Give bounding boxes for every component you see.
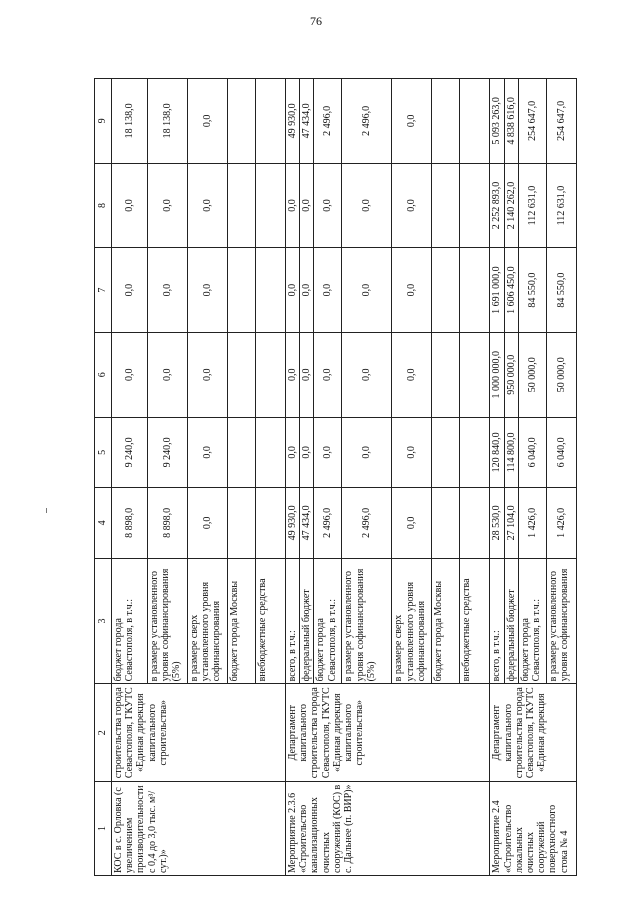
scan-speck [46, 508, 47, 513]
amount-cell: 950 000,0 [504, 332, 518, 417]
measure-name-cell: Мероприятие 2.3.6 «Строительство канализационных очистных сооружений (КОС) в с. Дальнее (п. ВИР)» [286, 781, 490, 875]
amount-cell: 1 000 000,0 [490, 332, 504, 417]
funding-source-cell: в размере установленного уровня софинансирования (5%) [148, 558, 188, 684]
funding-source-cell: бюджет города Севастополя, в т.ч.: [314, 558, 342, 684]
amount-cell: 84 550,0 [546, 248, 576, 333]
amount-cell: 0,0 [286, 417, 300, 488]
amount-cell: 0,0 [148, 332, 188, 417]
amount-cell: 9 240,0 [148, 417, 188, 488]
amount-cell [460, 332, 490, 417]
amount-cell: 0,0 [112, 332, 148, 417]
amount-cell: 2 496,0 [314, 79, 342, 164]
funding-source-cell: бюджет города Севастополя, в т.ч.: [518, 558, 546, 684]
funding-source-cell: всего, в т.ч.: [286, 558, 300, 684]
amount-cell: 0,0 [112, 248, 148, 333]
amount-cell: 49 930,0 [286, 488, 300, 559]
amount-cell: 0,0 [300, 332, 314, 417]
amount-cell [460, 163, 490, 248]
amount-cell: 0,0 [342, 332, 392, 417]
amount-cell [256, 79, 286, 164]
header-cell: 6 [95, 332, 112, 417]
table-row [112, 79, 148, 876]
funding-source-cell: федеральный бюджет [300, 558, 314, 684]
amount-cell: 0,0 [286, 163, 300, 248]
amount-cell: 0,0 [342, 248, 392, 333]
amount-cell [228, 488, 256, 559]
amount-cell: 0,0 [342, 417, 392, 488]
amount-cell [256, 332, 286, 417]
amount-cell: 27 104,0 [504, 488, 518, 559]
table-header-row [95, 79, 112, 876]
header-cell: 8 [95, 163, 112, 248]
header-cell: 5 [95, 417, 112, 488]
amount-cell: 254 647,0 [546, 79, 576, 164]
amount-cell: 0,0 [188, 79, 228, 164]
amount-cell: 8 898,0 [148, 488, 188, 559]
funding-source-cell: в размере сверх установленного уровня софинансирования [392, 558, 432, 684]
amount-cell: 1 426,0 [518, 488, 546, 559]
amount-cell: 2 496,0 [314, 488, 342, 559]
amount-cell: 0,0 [148, 248, 188, 333]
amount-cell: 18 138,0 [148, 79, 188, 164]
page-number: 76 [310, 14, 322, 28]
amount-cell: 0,0 [148, 163, 188, 248]
funding-source-cell: всего, в т.ч.: [490, 558, 504, 684]
table-row [490, 79, 504, 876]
amount-cell [460, 79, 490, 164]
amount-cell: 0,0 [392, 332, 432, 417]
amount-cell [256, 163, 286, 248]
amount-cell: 0,0 [392, 163, 432, 248]
amount-cell: 0,0 [392, 488, 432, 559]
amount-cell: 2 140 262,0 [504, 163, 518, 248]
amount-cell: 0,0 [300, 248, 314, 333]
amount-cell: 18 138,0 [112, 79, 148, 164]
amount-cell: 0,0 [342, 163, 392, 248]
amount-cell: 2 252 893,0 [490, 163, 504, 248]
amount-cell: 0,0 [392, 417, 432, 488]
amount-cell: 0,0 [286, 248, 300, 333]
table-body [112, 79, 577, 876]
amount-cell [432, 248, 460, 333]
executor-cell: строительства города Севастополя, ГКУТС «Единая дирекция капитального строительства» [112, 684, 286, 782]
amount-cell [432, 417, 460, 488]
amount-cell: 0,0 [286, 332, 300, 417]
amount-cell [228, 79, 256, 164]
amount-cell [228, 163, 256, 248]
amount-cell: 2 496,0 [342, 488, 392, 559]
amount-cell: 1 691 000,0 [490, 248, 504, 333]
amount-cell [432, 163, 460, 248]
amount-cell [228, 248, 256, 333]
header-cell: 1 [95, 781, 112, 875]
amount-cell: 4 838 616,0 [504, 79, 518, 164]
funding-source-cell: бюджет города Москвы [432, 558, 460, 684]
amount-cell: 112 631,0 [546, 163, 576, 248]
amount-cell: 254 647,0 [518, 79, 546, 164]
amount-cell: 28 530,0 [490, 488, 504, 559]
table-row [286, 79, 300, 876]
funding-source-cell: федеральный бюджет [504, 558, 518, 684]
executor-cell: Департамент капитального строительства города Севастополя, ГКУТС «Единая дирекция капитального строительства» [286, 684, 490, 782]
header-cell: 2 [95, 684, 112, 782]
amount-cell: 9 240,0 [112, 417, 148, 488]
amount-cell: 0,0 [314, 248, 342, 333]
funding-source-cell: в размере установленного уровня софинансирования (5%) [342, 558, 392, 684]
header-cell: 9 [95, 79, 112, 164]
amount-cell: 50 000,0 [546, 332, 576, 417]
amount-cell: 0,0 [188, 488, 228, 559]
amount-cell [460, 417, 490, 488]
amount-cell: 1 606 450,0 [504, 248, 518, 333]
funding-source-cell: в размере установленного уровня софинансирования [546, 558, 576, 684]
amount-cell [228, 332, 256, 417]
header-cell: 7 [95, 248, 112, 333]
amount-cell: 0,0 [188, 163, 228, 248]
amount-cell: 0,0 [314, 163, 342, 248]
amount-cell [432, 332, 460, 417]
amount-cell: 2 496,0 [342, 79, 392, 164]
measure-name-cell: Мероприятие 2.4 «Строительство локальных очистных сооружений поверхностного стока № 4 [490, 781, 576, 875]
amount-cell: 0,0 [300, 163, 314, 248]
amount-cell: 0,0 [314, 332, 342, 417]
amount-cell: 0,0 [314, 417, 342, 488]
amount-cell [256, 488, 286, 559]
amount-cell: 1 426,0 [546, 488, 576, 559]
funding-source-cell: внебюджетные средства [256, 558, 286, 684]
amount-cell [228, 417, 256, 488]
amount-cell: 120 840,0 [490, 417, 504, 488]
amount-cell: 47 434,0 [300, 488, 314, 559]
amount-cell: 0,0 [188, 417, 228, 488]
amount-cell [432, 488, 460, 559]
amount-cell: 114 800,0 [504, 417, 518, 488]
amount-cell: 0,0 [300, 417, 314, 488]
funding-source-cell: бюджет города Севастополя, в т.ч.: [112, 558, 148, 684]
executor-cell: Департамент капитального строительства города Севастополя, ГКУТС «Единая дирекция [490, 684, 576, 782]
amount-cell: 0,0 [392, 248, 432, 333]
amount-cell: 49 930,0 [286, 79, 300, 164]
rotated-table-container [94, 78, 570, 876]
amount-cell [460, 248, 490, 333]
amount-cell: 0,0 [188, 248, 228, 333]
header-cell: 3 [95, 558, 112, 684]
amount-cell [432, 79, 460, 164]
amount-cell: 0,0 [112, 163, 148, 248]
amount-cell: 0,0 [392, 79, 432, 164]
amount-cell: 8 898,0 [112, 488, 148, 559]
amount-cell [256, 248, 286, 333]
amount-cell: 47 434,0 [300, 79, 314, 164]
amount-cell [256, 417, 286, 488]
header-cell: 4 [95, 488, 112, 559]
amount-cell: 50 000,0 [518, 332, 546, 417]
funding-source-cell: внебюджетные средства [460, 558, 490, 684]
amount-cell: 0,0 [188, 332, 228, 417]
amount-cell: 6 040,0 [518, 417, 546, 488]
amount-cell [460, 488, 490, 559]
funding-source-cell: бюджет города Москвы [228, 558, 256, 684]
funding-source-cell: в размере сверх установленного уровня софинансирования [188, 558, 228, 684]
amount-cell: 6 040,0 [546, 417, 576, 488]
amount-cell: 5 093 263,0 [490, 79, 504, 164]
amount-cell: 112 631,0 [518, 163, 546, 248]
amount-cell: 84 550,0 [518, 248, 546, 333]
funding-table [94, 78, 577, 876]
measure-name-cell: КОС в с. Орловка (с увеличением производительности с 0,4 до 3,0 тыс. м³/сут.)» [112, 781, 286, 875]
rotated-table-area [94, 78, 570, 876]
